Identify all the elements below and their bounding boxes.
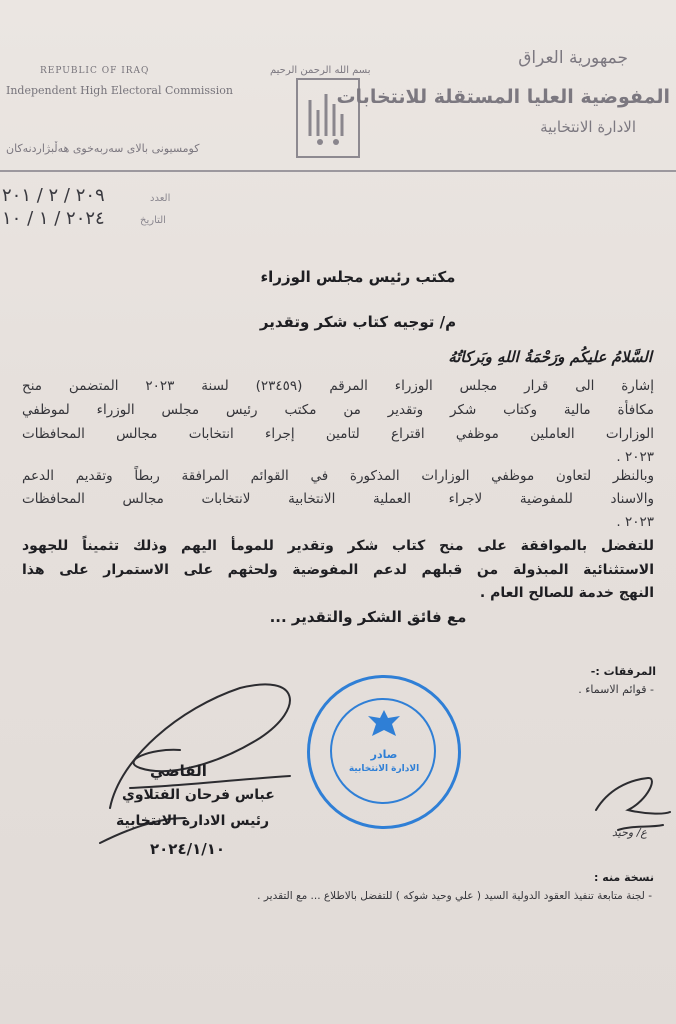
- copy-line: - لجنة متابعة تنفيذ العقود الدولية السيد ( علي وحيد شوكه ) للتفضل بالاطلاع ... مع التقدير .: [257, 890, 652, 902]
- p3-line-3: النهج خدمة للصالح العام .: [479, 585, 654, 601]
- stamp-center-bottom: الادارة الانتخابية: [348, 764, 420, 774]
- number-value: ٢٠٩ / ٢ / ٢٠١: [2, 185, 105, 206]
- subject: م/ توجيه كتاب شكر وتقدير: [259, 313, 457, 331]
- addressee: مكتب رئيس مجلس الوزراء: [260, 268, 456, 286]
- p2-line-2: والاسناد للمفوضية لاجراء العملية الانتخابية لانتخابات مجالس المحافظات: [22, 491, 654, 507]
- copy-label: نسخة منه :: [594, 871, 654, 884]
- signatory-name: عباس فرحان الفتلاوي: [122, 787, 275, 803]
- p1-line-2: مكافأة مالية وكتاب شكر وتقدير من مكتب رئيس مجلس الوزراء لموظفي: [22, 402, 654, 418]
- republic-en: REPUBLIC OF IRAQ: [40, 66, 150, 76]
- p1-line-3: الوزارات العاملين موظفي اقتراع لتامين إجراء انتخابات مجالس المحافظات: [22, 426, 654, 442]
- commission-ar: المفوضية العليا المستقلة للانتخابات: [336, 86, 670, 108]
- basmala: بسم الله الرحمن الرحيم: [270, 65, 371, 76]
- commission-ku: كومسيونى بالاى سەربەخوى هەڵبژاردنەكان: [6, 142, 200, 155]
- commission-en: Independent High Electoral Commission: [6, 84, 233, 97]
- date-value: ٢٠٢٤ / ١ / ١٠: [2, 208, 105, 229]
- p2-line-3: ٢٠٢٣ .: [616, 514, 654, 530]
- republic-ar: جمهورية العراق: [518, 48, 628, 68]
- attachments-label: المرفقات :-: [590, 665, 656, 678]
- p3-line-1: للتفضل بالموافقة على منح كتاب شكر وتقدير للمومأ اليهم وذلك تثميناً للجهود: [22, 538, 654, 554]
- header-divider: [0, 170, 676, 172]
- admin-ar: الادارة الانتخابية: [540, 118, 636, 136]
- p1-line-1: إشارة الى قرار مجلس الوزراء المرقم (٢٣٤٥٩) لسنة ٢٠٢٣ المتضمن منح: [22, 378, 654, 394]
- eagle-icon: [366, 708, 402, 740]
- number-label: العدد: [150, 193, 171, 204]
- closing: مع فائق الشكر والتقدير ...: [269, 608, 467, 626]
- greeting: السَّلامُ عليكُم ورَحْمَةُ اللهِ وبَركاتُهُ: [448, 348, 652, 366]
- signatory-position: رئيس الادارة الانتخابية: [116, 813, 270, 829]
- signatory-title: القاضي: [150, 762, 207, 780]
- p2-line-1: وبالنظر لتعاون موظفي الوزارات المذكورة في القوائم المرافقة ربطاً وتقديم الدعم: [22, 468, 654, 484]
- attachments-item: - قوائم الاسماء .: [578, 683, 654, 696]
- official-stamp: [307, 675, 461, 829]
- signatory-date: ٢٠٢٤/١/١٠: [150, 840, 226, 858]
- stamp-center-top: صادر: [370, 748, 398, 761]
- p1-line-4: ٢٠٢٣ .: [616, 449, 654, 465]
- p3-line-2: الاستثنائية المبذولة من قبلهم لدعم المفوضية ولحثهم على الاستمرار على هذا: [22, 562, 654, 578]
- initials-text: ع/ وحيد: [612, 826, 647, 839]
- date-label: التاريخ: [140, 215, 166, 226]
